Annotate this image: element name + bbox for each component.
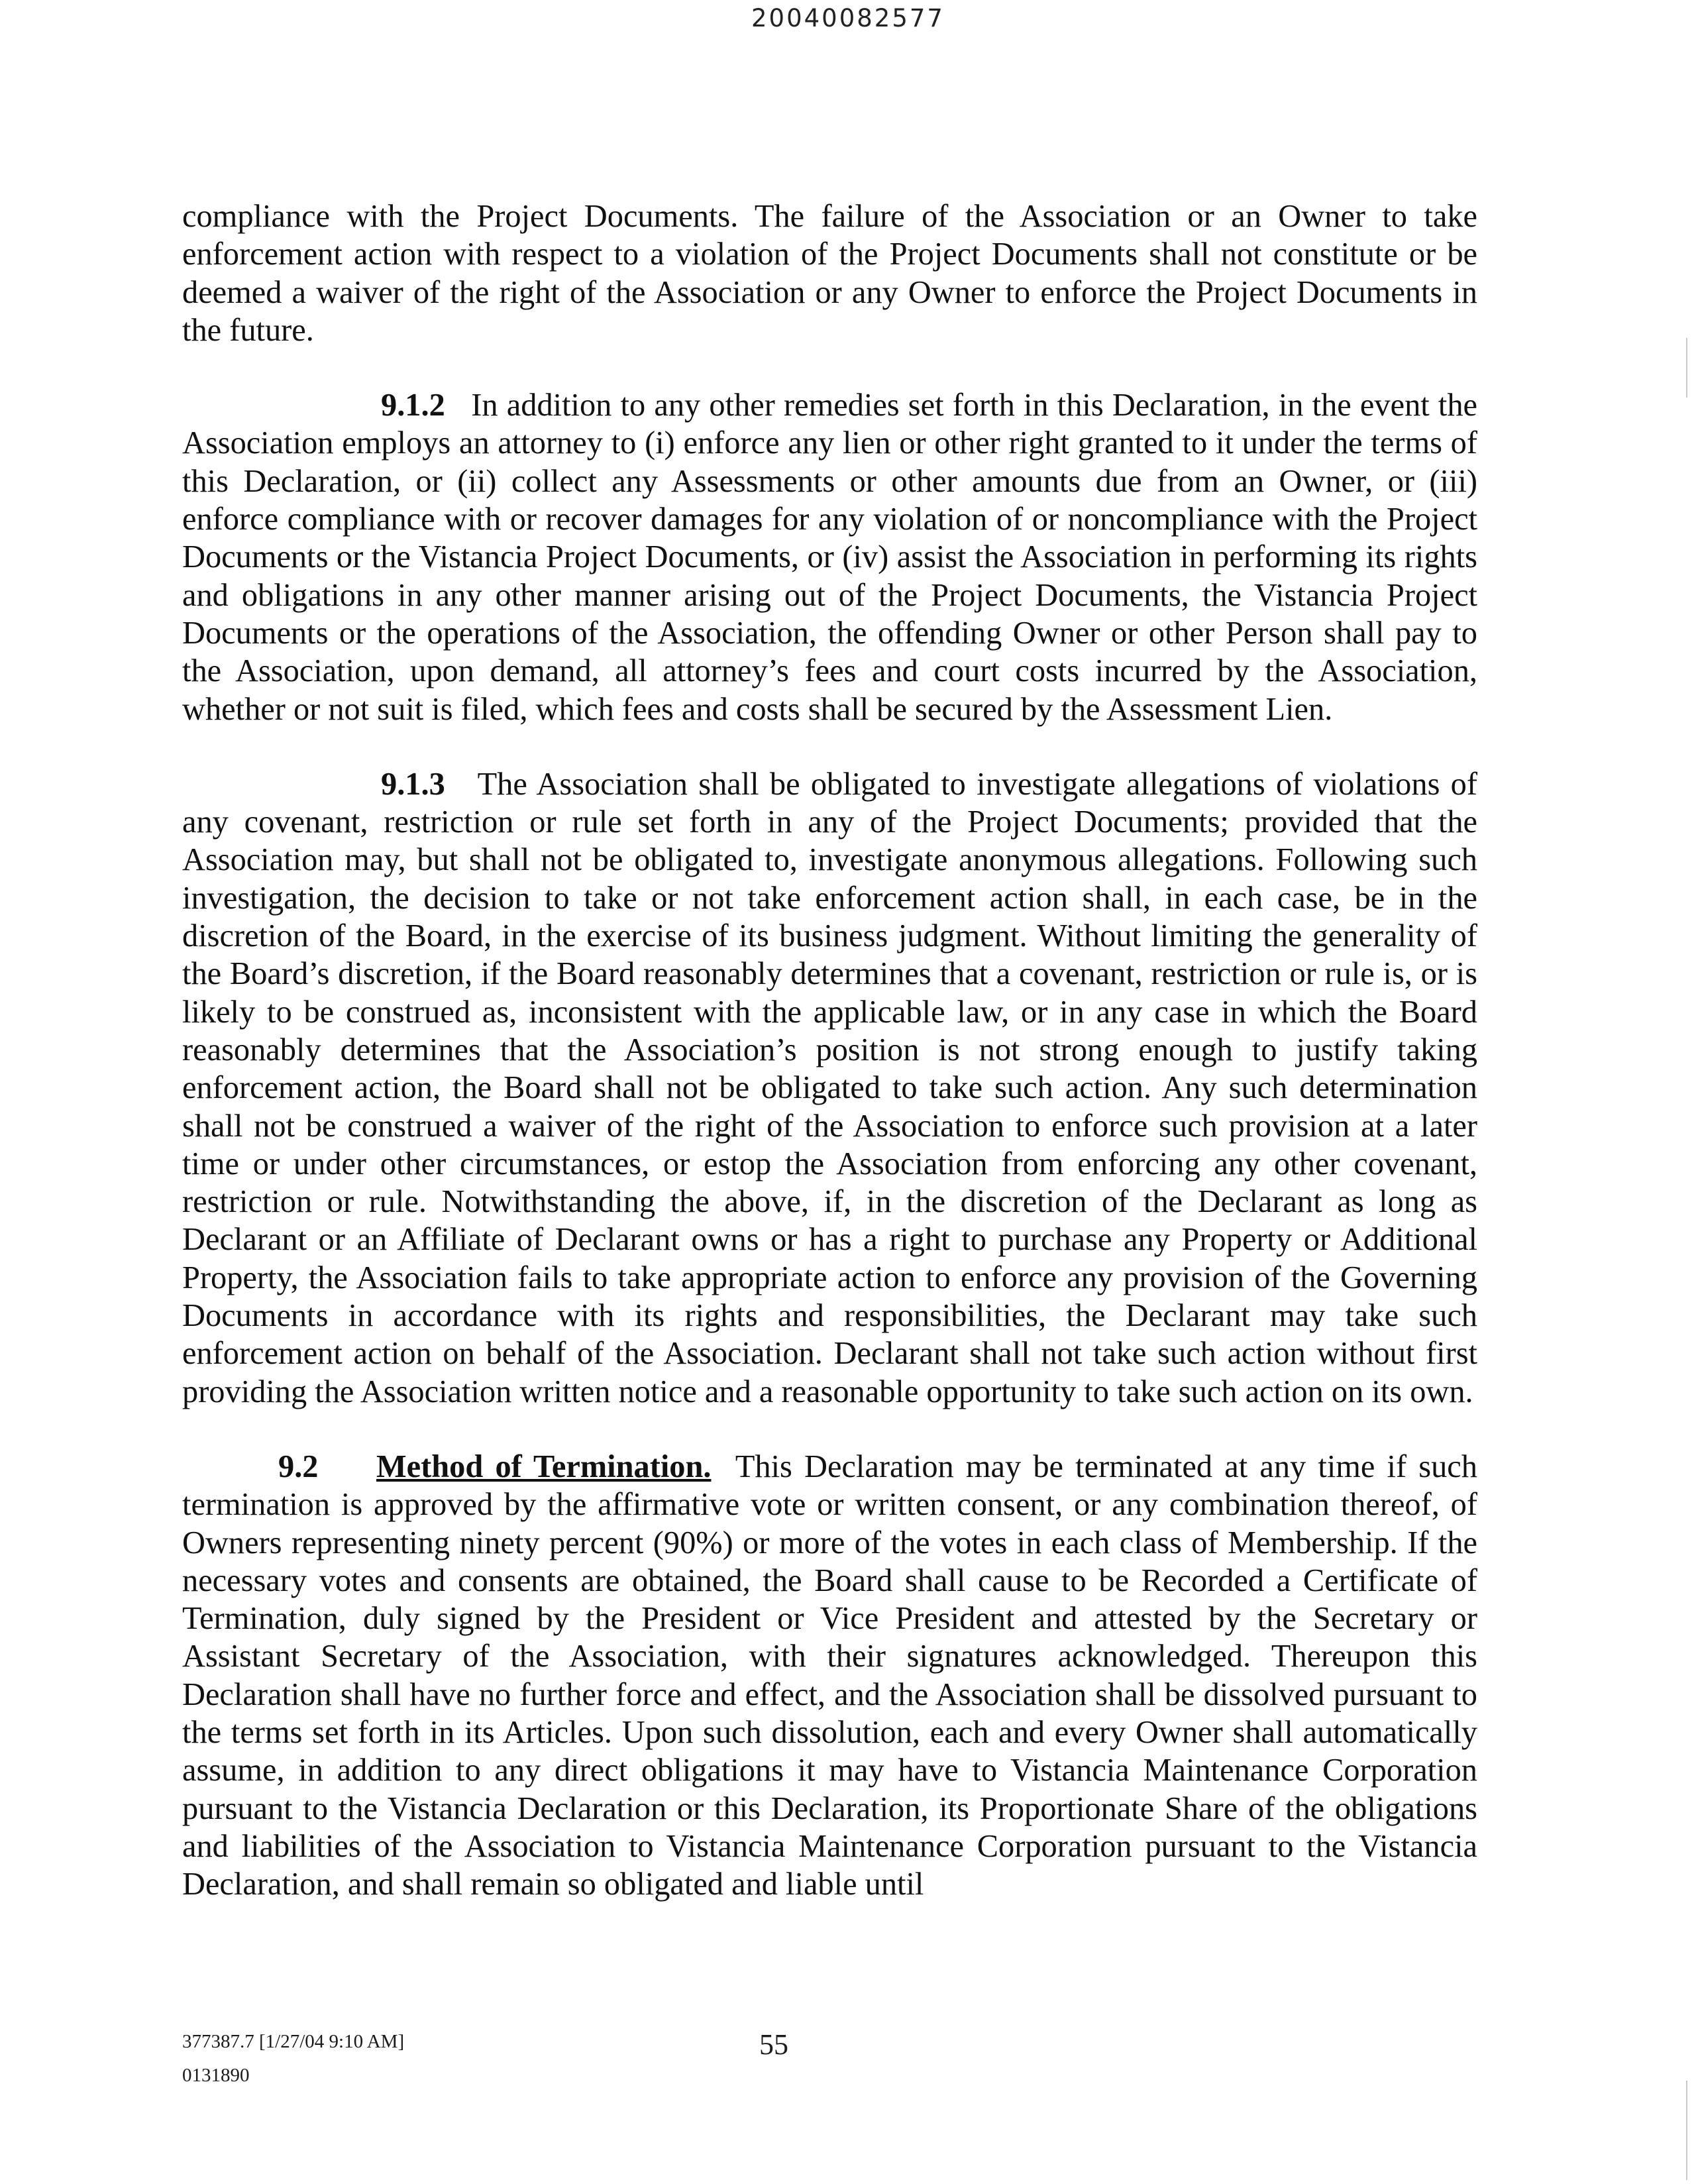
footer-client-number: 0131890 [182, 2065, 250, 2086]
footer-identifiers [182, 2025, 404, 2093]
continuation-paragraph: compliance with the Project Documents. The failure of the Association or an Owner to take enforcement action with respect to a violation of the Project Documents shall not constitute or be deemed a waiver of the right of the Association or any Owner to enforce the Project Documents in the future. [182, 199, 1477, 348]
document-body [182, 197, 1477, 1940]
section-text: This Declaration may be terminated at any time if such termination is approved by the affirmative vote or written consent, or any combination thereof, of Owners representing ninety percent (90%) or more of the votes in each class of Membership. If the necessary votes and consents are obtained, the Board shall cause to be Recorded a Certificate of Termination, duly signed by the President or Vice President and attested by the Secretary or Assistant Secretary of the Association, with their signatures acknowledged. Thereupon this Declaration shall have no further force and effect, and the Association shall be dissolved pursuant to the terms set forth in its Articles. Upon such dissolution, each and every Owner shall automatically assume, in addition to any direct obligations it may have to Vistancia Maintenance Corporation pursuant to the Vistancia Declaration or this Declaration, its Proportionate Share of the obligations and liabilities of the Association to Vistancia Maintenance Corporation pursuant to the Vistancia Declaration, and shall remain so obligated and liable until [182, 1448, 1477, 1902]
section-9-1-3-paragraph [182, 765, 1477, 1411]
section-number: 9.2 [278, 1448, 319, 1484]
scan-edge-mark [1686, 2081, 1687, 2180]
page-number: 55 [759, 2028, 788, 2061]
section-number: 9.1.3 [381, 766, 445, 802]
footer-doc-id: 377387.7 [1/27/04 9:10 AM] [182, 2031, 405, 2052]
section-text: In addition to any other remedies set forth in this Declaration, in the event the Association employs an attorney to (i) enforce any lien or other right granted to it under the terms of this Declaration, or (ii) collect any Assessments or other amounts due from an Owner, or (iii) enforce compliance with or recover damages for any violation of or noncompliance with the Project Documents or the Vistancia Project Documents, or (iv) assist the Association in performing its rights and obligations in any other manner arising out of the Project Documents, the Vistancia Project Documents or the operations of the Association, the offending Owner or other Person shall pay to the Association, upon demand, all attorney’s fees and court costs incurred by the Association, whether or not suit is filed, which fees and costs shall be secured by the Assessment Lien. [182, 388, 1478, 727]
document-number: 20040082577 [751, 4, 945, 32]
section-title: Method of Termination. [376, 1448, 712, 1484]
section-9-1-2-paragraph [182, 386, 1477, 728]
scan-edge-mark [1686, 338, 1687, 398]
section-text: The Association shall be obligated to investigate allegations of violations of any covenant, restriction or rule set forth in any of the Project Documents; provided that the Association may, but shall not be obligated to, investigate anonymous allegations. Following such investigation, the decision to take or not take enforcement action shall, in each case, be in the discretion of the Board, in the exercise of its business judgment. Without limiting the generality of the Board’s discretion, if the Board reasonably determines that a covenant, restriction or rule is, or is likely to be construed as, inconsistent with the applicable law, or in any case in which the Board reasonably determines that the Association’s position is not strong enough to justify taking enforcement action, the Board shall not be obligated to take such action. Any such determination shall not be construed a waiver of the right of the Association to enforce such provision at a later time or under other circumstances, or estop the Association from enforcing any other covenant, restriction or rule. Notwithstanding the above, if, in the discretion of the Declarant as long as Declarant or an Affiliate of Declarant owns or has a right to purchase any Property or Additional Property, the Association fails to take appropriate action to enforce any provision of the Governing Documents in accordance with its rights and responsibilities, the Declarant may take such enforcement action on behalf of the Association. Declarant shall not take such action without first providing the Association written notice and a reasonable opportunity to take such action on its own. [182, 766, 1477, 1409]
section-9-2-paragraph [182, 1448, 1477, 1904]
section-number: 9.1.2 [381, 388, 445, 423]
